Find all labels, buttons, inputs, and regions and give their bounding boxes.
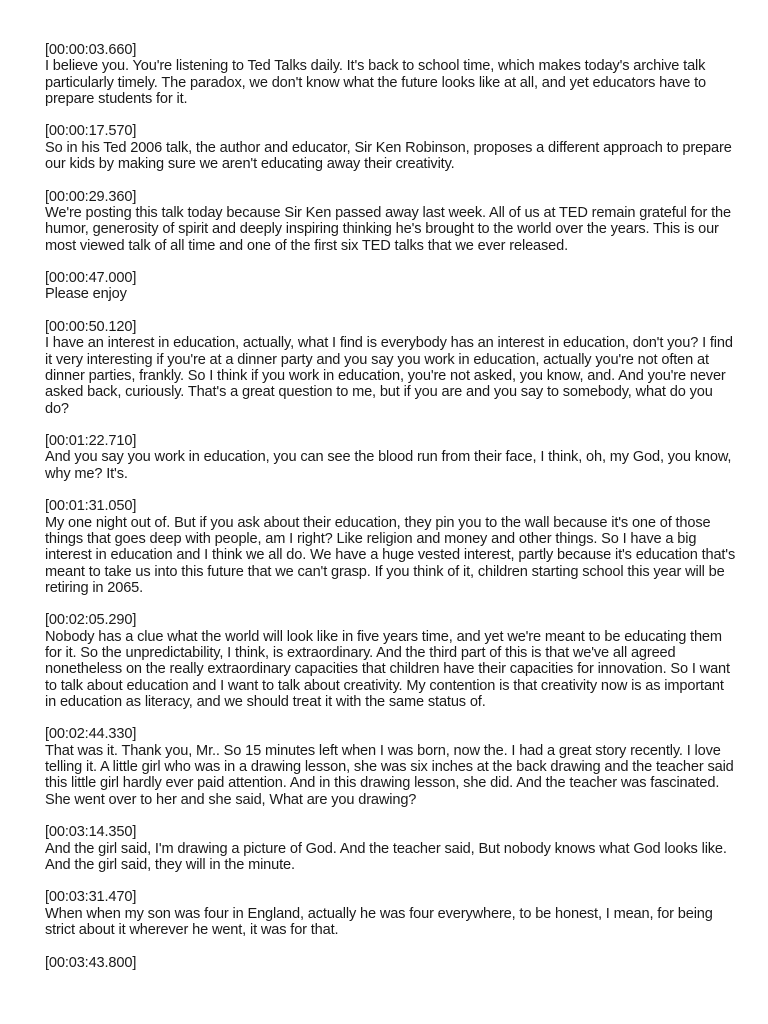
segment-timestamp: [00:00:17.570] [45, 123, 137, 140]
segment-text: Nobody has a clue what the world will look like in five years time, and yet we're meant to be educating them for it. So the unpredictability, I think, is extraordinary. And the third part of this is that we've all agreed nonetheless on the really extraordinary capacities that children have their capacities for innovation. So I want to talk about education and I want to talk about creativity. My contention is that creativity now is as important in education as literacy, and we should treat it with the same status of. [45, 628, 730, 710]
transcript-segment [45, 726, 738, 807]
transcript-segment [45, 955, 738, 971]
segment-timestamp: [00:00:29.360] [45, 188, 137, 205]
transcript-segment [45, 123, 738, 172]
segment-text: My one night out of. But if you ask about their education, they pin you to the wall because it's one of those things that goes deep with people, am I right? Like religion and money and other things. So I have a big interest in education and I think we all do. We have a huge vested interest, partly because it's education that's meant to take us into this future that we can't grasp. If you think of it, children starting school this year will be retiring in 2065. [45, 514, 736, 596]
transcript-segment [45, 824, 738, 873]
segment-text: And you say you work in education, you can see the blood run from their face, I think, oh, my God, you know, why me? It's. [45, 449, 732, 482]
transcript-segment [45, 189, 738, 254]
segment-timestamp: [00:02:44.330] [45, 726, 137, 743]
segment-timestamp: [00:03:14.350] [45, 824, 137, 841]
segment-timestamp: [00:00:47.000] [45, 270, 137, 287]
segment-text: So in his Ted 2006 talk, the author and educator, Sir Ken Robinson, proposes a different approach to prepare our kids by making sure we aren't educating away their creativity. [45, 139, 732, 173]
segment-text: That was it. Thank you, Mr.. So 15 minutes left when I was born, now the. I had a great story recently. I love telling it. A little girl who was in a drawing lesson, she was six inches at the back drawing and the teacher said this little girl hardly ever paid attention. And in this drawing lesson, she did. And the teacher was fascinated. She went over to her and she said, What are you drawing? [45, 742, 734, 808]
transcript-segment [45, 319, 738, 417]
segment-timestamp: [00:02:05.290] [45, 612, 137, 629]
transcript-segment [45, 42, 738, 107]
segment-text: Please enjoy [45, 286, 127, 303]
segment-timestamp: [00:03:31.470] [45, 889, 137, 906]
transcript-segment [45, 433, 738, 482]
segment-timestamp: [00:00:03.660] [45, 42, 137, 58]
transcript-segment [45, 270, 738, 303]
transcript-segment [45, 889, 738, 938]
transcript-segment [45, 612, 738, 710]
segment-text: And the girl said, I'm drawing a picture of God. And the teacher said, But nobody knows what God looks like. And the girl said, they will in the minute. [45, 840, 727, 873]
segment-timestamp: [00:03:43.800] [45, 954, 137, 971]
segment-text: We're posting this talk today because Sir Ken passed away last week. All of us at TED remain grateful for the humor, generosity of spirit and deeply inspiring thinking he's brought to the world over the years. This is our most viewed talk of all time and one of the first six TED talks that we ever released. [45, 204, 731, 254]
transcript-segment [45, 498, 738, 596]
segment-text: When when my son was four in England, actually he was four everywhere, to be honest, I mean, for being strict about it wherever he went, it was for that. [45, 905, 713, 939]
segment-timestamp: [00:01:22.710] [45, 433, 137, 450]
segment-text: I have an interest in education, actually, what I find is everybody has an interest in education, don't you? I find it very interesting if you're at a dinner party and you say you work in education, actually you're not often at dinner parties, frankly. So I think if you work in education, you're not asked, you know, and. And you're never asked back, curiously. That's a great question to me, but if you are and you say to somebody, what do you do? [45, 335, 733, 417]
segment-timestamp: [00:01:31.050] [45, 498, 137, 515]
segment-text: I believe you. You're listening to Ted Talks daily. It's back to school time, which makes today's archive talk particularly timely. The paradox, we don't know what the future looks like at all, and yet educators have to prepare students for it. [45, 58, 706, 107]
segment-timestamp: [00:00:50.120] [45, 319, 137, 336]
